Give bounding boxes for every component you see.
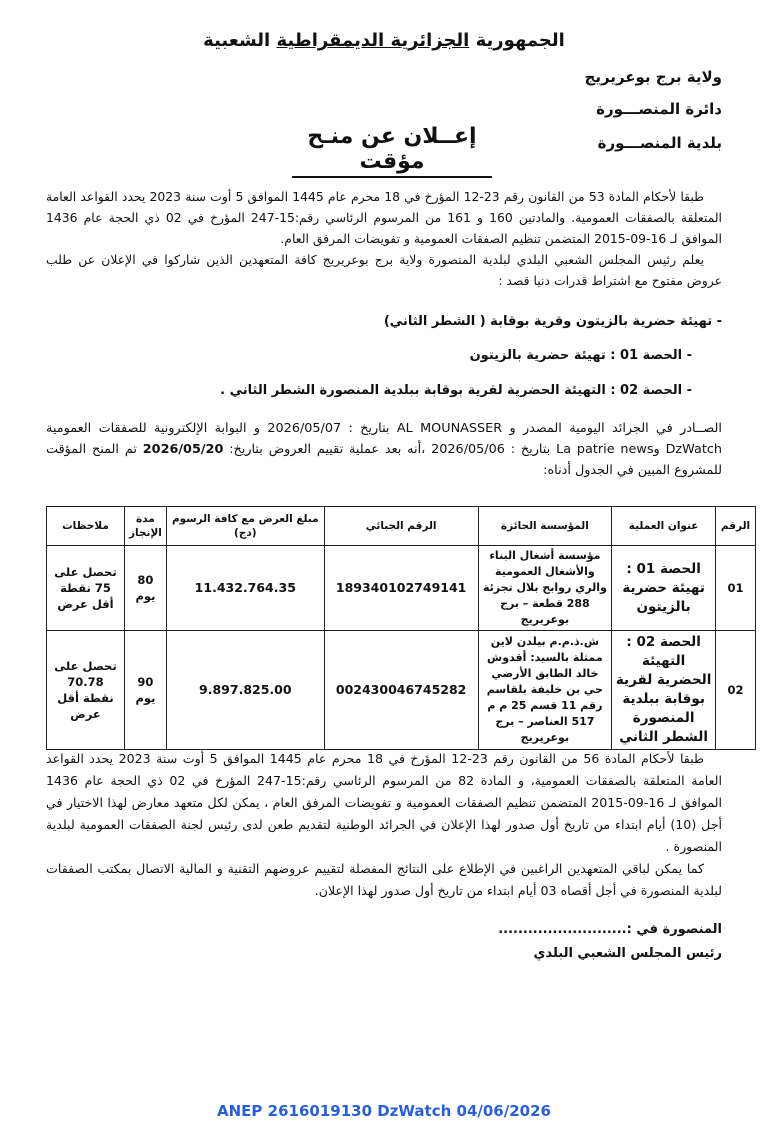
- place-date-line: المنصورة في :..........................: [498, 922, 722, 937]
- cell-company: مؤسسة أشغال البناء والأشغال العمومية والري روابح بلال تجزئة 288 قطعة – برج بوعريريج: [478, 546, 612, 631]
- table-row: [47, 631, 756, 750]
- cell-duration: 80 يوم: [124, 546, 166, 631]
- intro-announce-text: يعلم رئيس المجلس الشعبي البلدي لبلدية المنصورة ولاية برج بوعريريج كافة المتعهدين الذين شاركوا في الإعلان عن طلب عروض مفتوح مع اشتراط قدرات دنيا قصد :: [46, 252, 722, 288]
- cell-note: تحصل على 70.78 نقطة أقل عرض: [47, 631, 125, 750]
- cell-company: ش.ذ.م.م بيلدن لاين ممثلة بالسيد: أقدوش خالد الطابق الأرضي حي بن خليفة بلقاسم رقم 11 قسم 25 م م 517 العناصر – برج بوعريريج: [478, 631, 612, 750]
- daira-line: دائرة المنصـــورة: [596, 100, 722, 118]
- evaluation-date: 2026/05/20: [142, 442, 224, 457]
- cell-num: 01: [716, 546, 756, 631]
- cell-duration: 90 يوم: [124, 631, 166, 750]
- publication-text: الصــادر في الجرائد اليومية المصدر و AL MOUNASSER بتاريخ : 2026/05/07 و البوابة الإلكترونية للصفقات العمومية DzWatch وLa patrie news بتاريخ : 2026/05/06 ،أنه بعد عملية تقييم العروض بتاريخ:: [46, 421, 722, 457]
- col-header-company: المؤسسة الحائزة: [478, 507, 612, 546]
- cell-tax-id: 189340102749141: [324, 546, 478, 631]
- lot2-line: - الحصة 02 : التهيئة الحضرية لقرية بوقابة ببلدية المنصورة الشطر الثاني .: [220, 383, 692, 398]
- appeal-text: طبقا لأحكام المادة 56 من القانون رقم 23-12 المؤرخ في 18 محرم عام 1445 الموافق 5 أوت سنة 2023 يحدد القواعد العامة المتعلقة بالصفقات العمومية، و المادة 82 من المرسوم الرئاسي رقم:15-247 المؤرخ في 02 ذي الحجة عام 1436 الموافق لـ 16-09-2015 المتضمن تنظيم الصفقات العمومية و تفويضات المرفق العام ، يمكن لكل متعهد معارض لهذا الاختيار في أجل (10) أيام ابتداء من تاريخ أول صدور لهذا الإعلان في الجرائد الوطنية لتقديم طعن لدى رئيس لجنة الصفقات العمومية لبلدية المنصورة .: [46, 751, 722, 854]
- lot1-line: - الحصة 01 : تهيئة حضرية بالزيتون: [469, 348, 692, 363]
- col-header-operation: عنوان العملية: [612, 507, 716, 546]
- project-line: - تهيئة حضرية بالزيتون وقرية بوقابة ( الشطر الثاني): [383, 314, 722, 329]
- closing-paragraph: [46, 748, 722, 902]
- republic-word-3: الشعبية: [203, 30, 271, 51]
- intro-paragraph: [46, 186, 722, 291]
- awards-table: [46, 506, 756, 750]
- col-header-amount: مبلغ العرض مع كافة الرسوم (دج): [166, 507, 324, 546]
- cell-tax-id: 002430046745282: [324, 631, 478, 750]
- anep-reference: ANEP 2616019130 DzWatch 04/06/2026: [217, 1102, 551, 1120]
- table-row: [47, 546, 756, 631]
- signatory-title: رئيس المجلس الشعبي البلدي: [533, 946, 722, 961]
- cell-amount: 11.432.764.35: [166, 546, 324, 631]
- col-header-notes: ملاحظات: [47, 507, 125, 546]
- col-header-duration: مدة الإنجاز: [124, 507, 166, 546]
- consultation-text: كما يمكن لباقي المتعهدين الراغبين في الإطلاع على النتائج المفصلة لتقييم عروضهم التقنية و المالية الاتصال بمكتب الصفقات لبلدية المنصورة في أجل أقصاه 03 أيام ابتداء من تاريخ أول صدور لهذا الإعلان.: [46, 861, 722, 898]
- cell-amount: 9.897.825.00: [166, 631, 324, 750]
- cell-note: تحصل على 75 نقطة أقل عرض: [47, 546, 125, 631]
- cell-num: 02: [716, 631, 756, 750]
- commune-line: بلدية المنصـــورة: [597, 134, 722, 152]
- evaluation-text: تم المنح المؤقت للمشروع المبين في الجدول أدناه:: [46, 442, 722, 478]
- col-header-num: الرقم: [716, 507, 756, 546]
- table-header-row: [47, 507, 756, 546]
- cell-operation: الحصة 02 : التهيئة الحضرية لقرية بوقابة ببلدية المنصورة الشطر الثاني: [612, 631, 716, 750]
- cell-operation: الحصة 01 : تهيئة حضرية بالزيتون: [612, 546, 716, 631]
- republic-word-1: الجمهورية: [475, 30, 565, 51]
- wilaya-line: ولاية برج بوعريريج: [584, 68, 722, 86]
- col-header-tax-id: الرقم الجبائي: [324, 507, 478, 546]
- republic-word-2: الجزائرية الديمقراطية: [276, 30, 470, 51]
- intro-legal-text: طبقا لأحكام المادة 53 من القانون رقم 23-12 المؤرخ في 18 محرم عام 1445 الموافق 5 أوت سنة 2023 يحدد القواعد العامة المتعلقة بالصفقات العمومية. والمادتين 160 و 161 من المرسوم الرئاسي رقم:15-247 المؤرخ في 02 ذي الحجة عام 1436 الموافق لـ 16-09-2015 المتضمن تنظيم الصفقات العمومية و تفويضات المرفق العام.: [46, 189, 722, 246]
- publication-paragraph: [46, 418, 722, 481]
- notice-title: إعــلان عن منـح مؤقت: [292, 124, 492, 178]
- republic-heading: [0, 30, 768, 51]
